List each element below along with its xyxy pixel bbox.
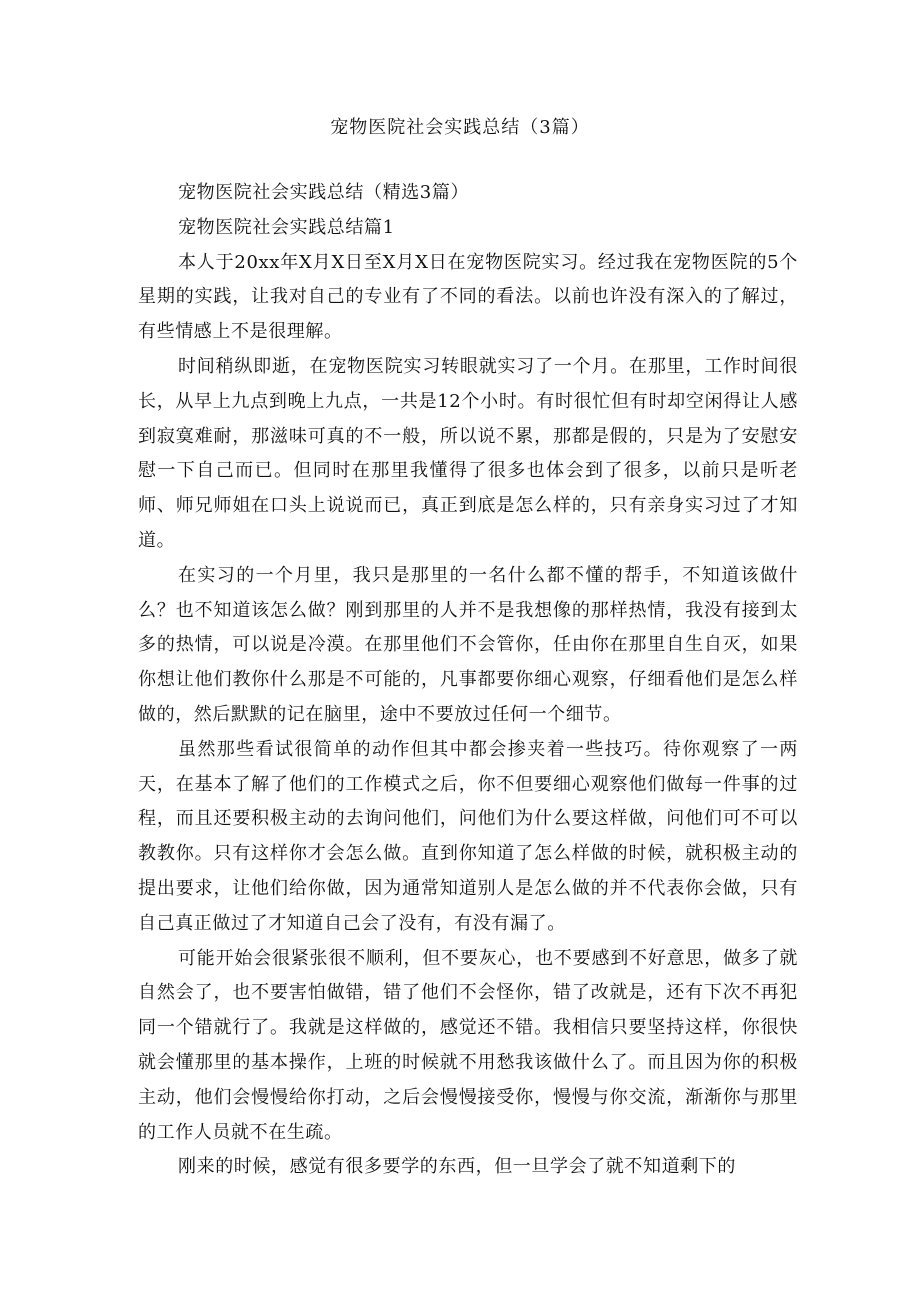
document-subtitle: 宠物医院社会实践总结（精选3篇） [178, 182, 470, 203]
document-body [138, 176, 798, 1185]
paragraph: 在实习的一个月里，我只是那里的一名什么都不懂的帮手，不知道该做什么？也不知道该怎么做？刚到那里的人并不是我想像的那样热情，我没有接到太多的热情，可以说是冷漠。在那里他们不会管你，任由你在那里自生自灭，如果你想让他们教你什么那是不可能的，凡事都要你细心观察，仔细看他们是怎么样做的，然后默默的记在脑里，途中不要放过任何一个细节。 [138, 564, 798, 725]
section-heading: 宠物医院社会实践总结篇1 [178, 216, 395, 238]
paragraph: 虽然那些看试很简单的动作但其中都会掺夹着一些技巧。待你观察了一两天，在基本了解了他们的工作模式之后，你不但要细心观察他们做每一件事的过程，而且还要积极主动的去询问他们，问他们为什么要这样做，问他们可不可以教教你。只有这样你才会怎么做。直到你知道了怎么样做的时候，就积极主动的提出要求，让他们给你做，因为通常知道别人是怎么做的并不代表你会做，只有自己真正做过了才知道自己会了没有，有没有漏了。 [138, 738, 798, 934]
paragraph: 本人于20xx年X月X日至X月X日在宠物医院实习。经过我在宠物医院的5个星期的实践，让我对自己的专业有了不同的看法。以前也许没有深入的了解过，有些情感上不是很理解。 [138, 251, 798, 343]
paragraph: 刚来的时候，感觉有很多要学的东西，但一旦学会了就不知道剩下的 [178, 1156, 736, 1178]
paragraph: 时间稍纵即逝，在宠物医院实习转眼就实习了一个月。在那里，工作时间很长，从早上九点到晚上九点，一共是12个小时。有时很忙但有时却空闲得让人感到寂寞难耐，那滋味可真的不一般，所以说不累，那都是假的，只是为了安慰安慰一下自己而已。但同时在那里我懂得了很多也体会到了很多，以前只是听老师、师兄师姐在口头上说说而已，真正到底是怎么样的，只有亲身实习过了才知道。 [138, 355, 798, 551]
paragraph: 可能开始会很紧张很不顺利，但不要灰心，也不要感到不好意思，做多了就自然会了，也不要害怕做错，错了他们不会怪你，错了改就是，还有下次不再犯同一个错就行了。我就是这样做的，感觉还不错。我相信只要坚持这样，你很快就会懂那里的基本操作，上班的时候就不用愁我该做什么了。而且因为你的积极主动，他们会慢慢给你打动，之后会慢慢接受你，慢慢与你交流，渐渐你与那里的工作人员就不在生疏。 [138, 947, 798, 1143]
document-title: 宠物医院社会实践总结（3篇） [330, 117, 590, 138]
